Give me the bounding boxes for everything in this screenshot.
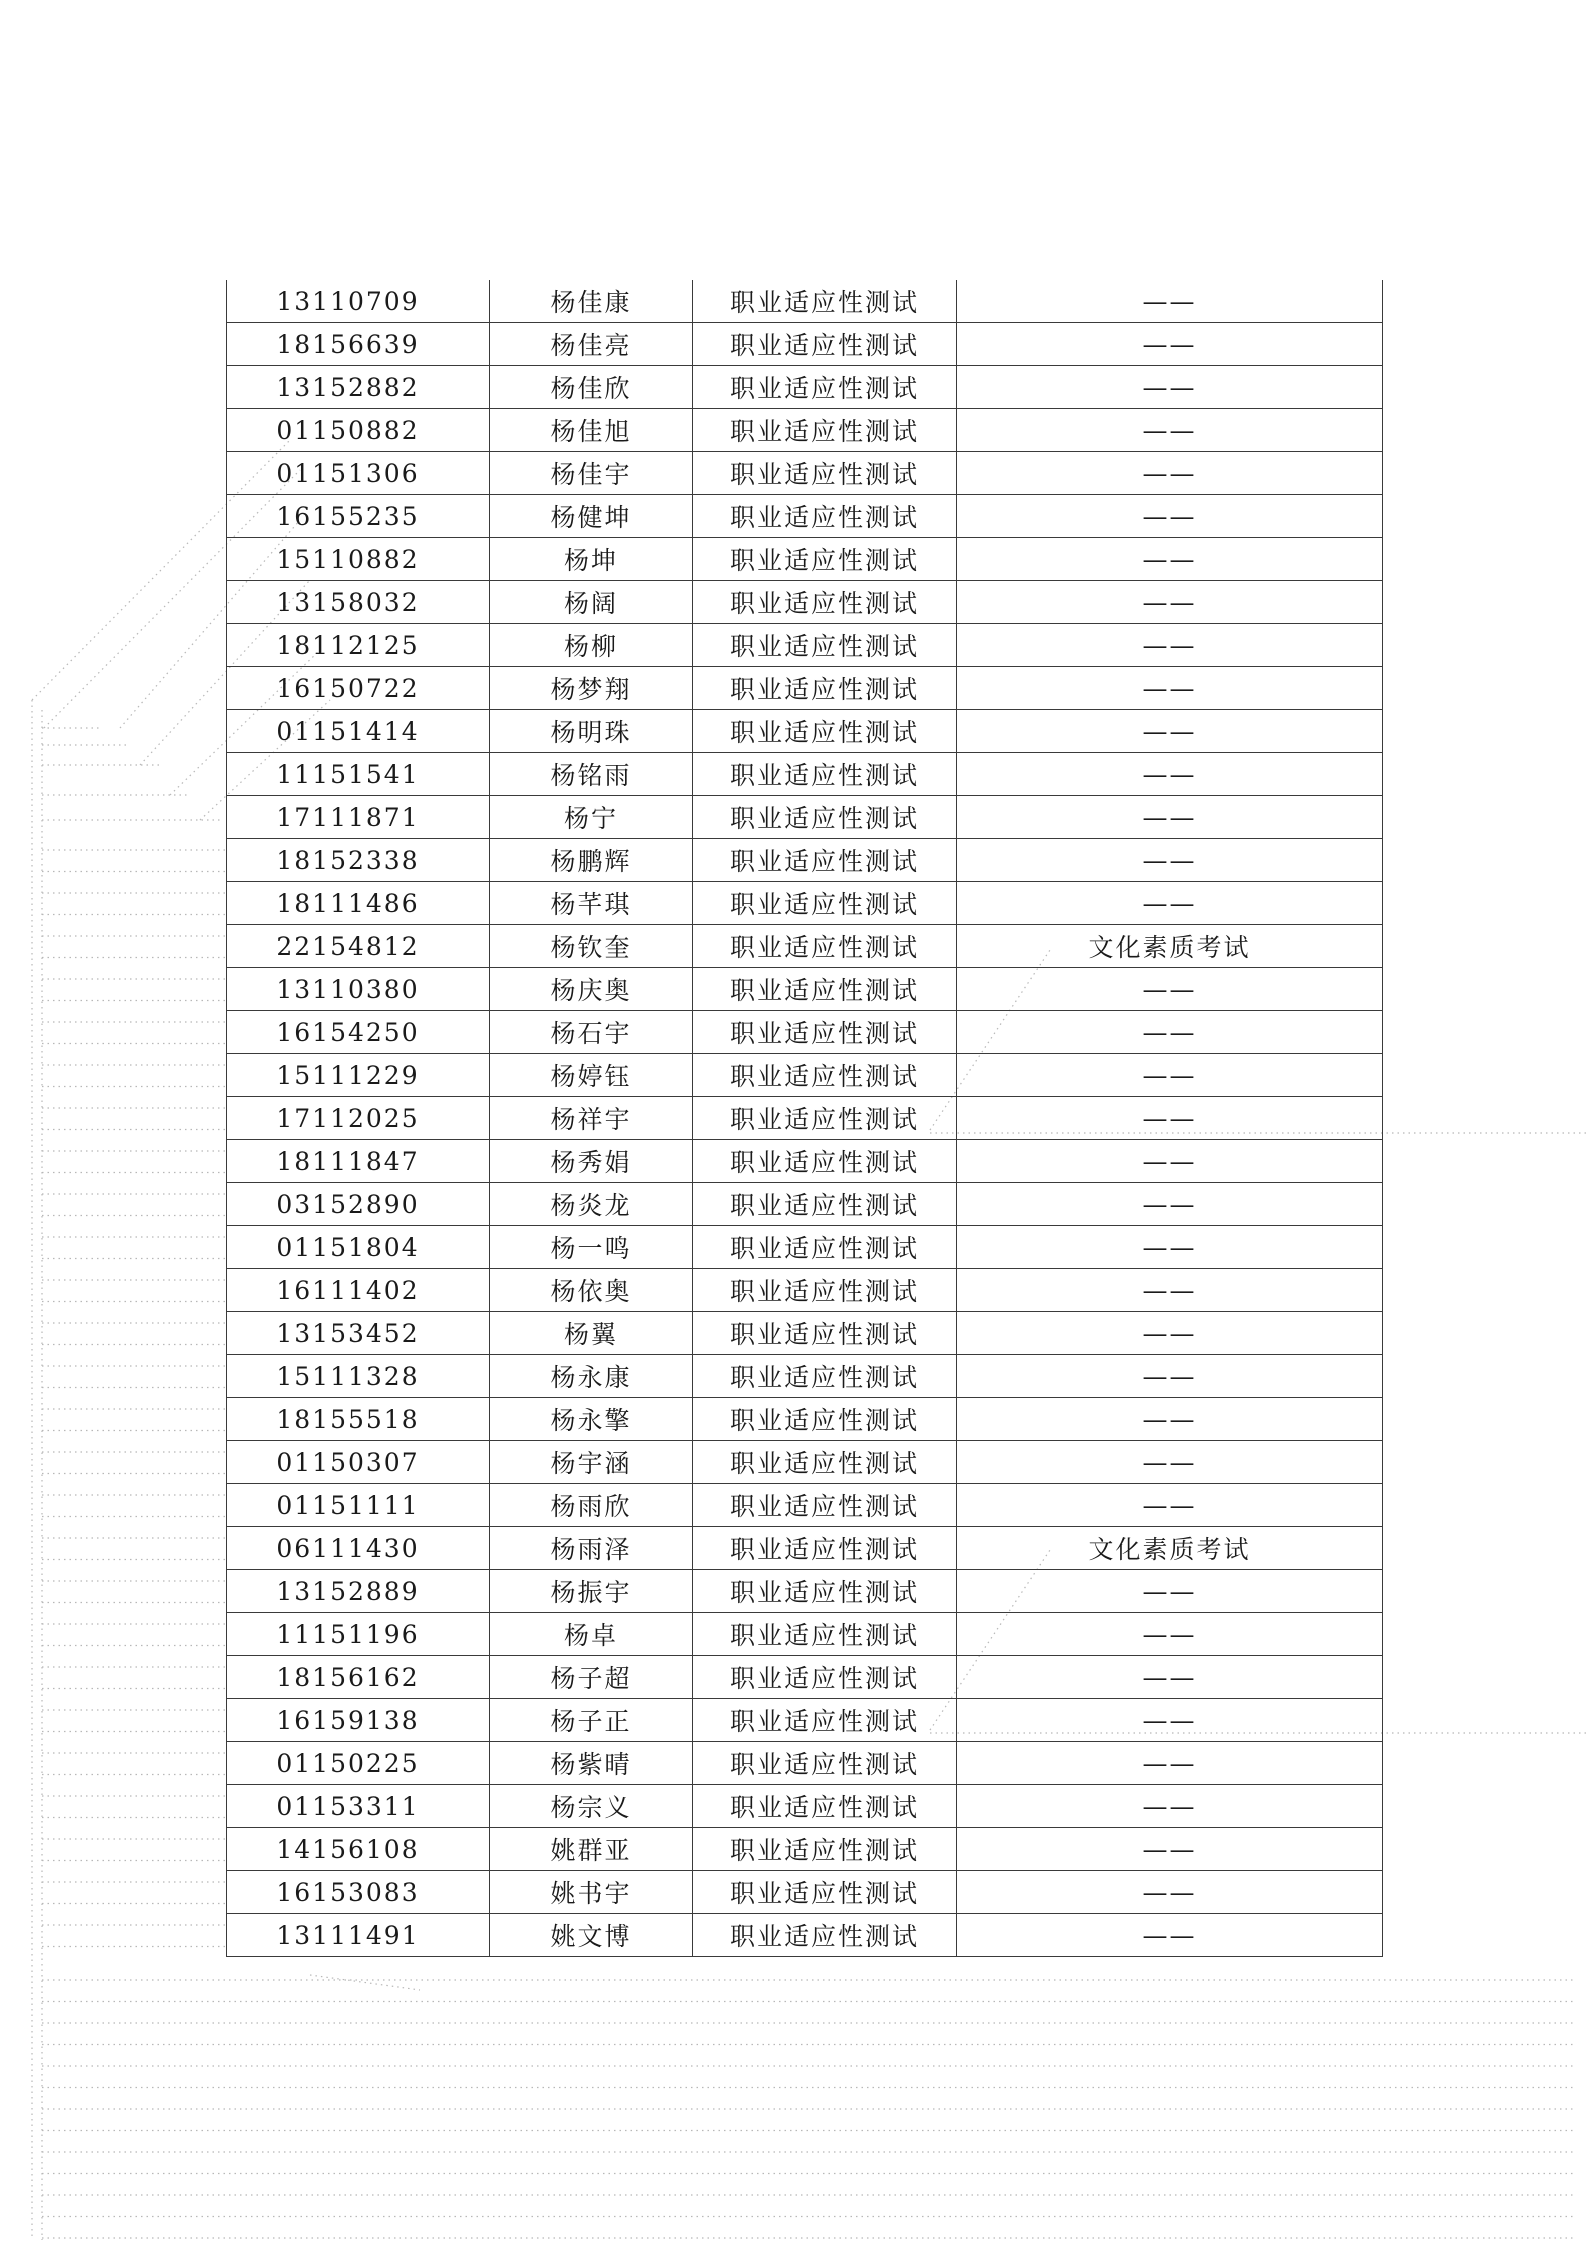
- test-type-cell: 职业适应性测试: [693, 1011, 957, 1054]
- test-type-cell: 职业适应性测试: [693, 495, 957, 538]
- candidate-name-cell: 杨明珠: [490, 710, 693, 753]
- candidate-id-cell: 18152338: [227, 839, 490, 882]
- candidate-id-cell: 14156108: [227, 1828, 490, 1871]
- additional-exam-cell: ——: [957, 839, 1383, 882]
- candidate-name-cell: 杨健坤: [490, 495, 693, 538]
- candidate-name-cell: 杨炎龙: [490, 1183, 693, 1226]
- test-type-cell: 职业适应性测试: [693, 581, 957, 624]
- additional-exam-cell: ——: [957, 538, 1383, 581]
- table-row: [227, 1054, 1383, 1097]
- candidate-name-cell: 杨宁: [490, 796, 693, 839]
- test-type-cell: 职业适应性测试: [693, 1312, 957, 1355]
- additional-exam-cell: ——: [957, 624, 1383, 667]
- additional-exam-cell: ——: [957, 1441, 1383, 1484]
- candidate-name-cell: 杨卓: [490, 1613, 693, 1656]
- additional-exam-cell: ——: [957, 1742, 1383, 1785]
- additional-exam-cell: ——: [957, 1828, 1383, 1871]
- candidate-name-cell: 杨翼: [490, 1312, 693, 1355]
- candidate-name-cell: 杨紫晴: [490, 1742, 693, 1785]
- candidate-name-cell: 杨石宇: [490, 1011, 693, 1054]
- table-row: [227, 1828, 1383, 1871]
- additional-exam-cell: ——: [957, 1785, 1383, 1828]
- candidate-id-cell: 01151804: [227, 1226, 490, 1269]
- candidate-id-cell: 17112025: [227, 1097, 490, 1140]
- test-type-cell: 职业适应性测试: [693, 1484, 957, 1527]
- candidate-id-cell: 16154250: [227, 1011, 490, 1054]
- test-type-cell: 职业适应性测试: [693, 1054, 957, 1097]
- test-type-cell: 职业适应性测试: [693, 882, 957, 925]
- table-row: [227, 925, 1383, 968]
- candidate-name-cell: 杨铭雨: [490, 753, 693, 796]
- candidate-name-cell: 杨永康: [490, 1355, 693, 1398]
- test-type-cell: 职业适应性测试: [693, 1871, 957, 1914]
- additional-exam-cell: ——: [957, 280, 1383, 323]
- candidate-name-cell: 杨宗义: [490, 1785, 693, 1828]
- candidate-id-cell: 01153311: [227, 1785, 490, 1828]
- test-type-cell: 职业适应性测试: [693, 1828, 957, 1871]
- test-type-cell: 职业适应性测试: [693, 1613, 957, 1656]
- candidate-id-cell: 01151414: [227, 710, 490, 753]
- additional-exam-cell: ——: [957, 1269, 1383, 1312]
- candidate-name-cell: 杨雨欣: [490, 1484, 693, 1527]
- test-type-cell: 职业适应性测试: [693, 1398, 957, 1441]
- additional-exam-cell: ——: [957, 1226, 1383, 1269]
- test-type-cell: 职业适应性测试: [693, 667, 957, 710]
- candidate-id-cell: 13153452: [227, 1312, 490, 1355]
- roster-table: [226, 280, 1383, 1957]
- test-type-cell: 职业适应性测试: [693, 968, 957, 1011]
- candidate-id-cell: 13152889: [227, 1570, 490, 1613]
- candidate-id-cell: 01151111: [227, 1484, 490, 1527]
- candidate-id-cell: 11151541: [227, 753, 490, 796]
- additional-exam-cell: ——: [957, 710, 1383, 753]
- additional-exam-cell: ——: [957, 1054, 1383, 1097]
- test-type-cell: 职业适应性测试: [693, 280, 957, 323]
- candidate-name-cell: 杨秀娟: [490, 1140, 693, 1183]
- additional-exam-cell: ——: [957, 1656, 1383, 1699]
- test-type-cell: 职业适应性测试: [693, 1226, 957, 1269]
- candidate-id-cell: 22154812: [227, 925, 490, 968]
- additional-exam-cell: ——: [957, 1914, 1383, 1957]
- additional-exam-cell: ——: [957, 1570, 1383, 1613]
- table-row: [227, 1742, 1383, 1785]
- candidate-id-cell: 13152882: [227, 366, 490, 409]
- table-row: [227, 1183, 1383, 1226]
- test-type-cell: 职业适应性测试: [693, 409, 957, 452]
- candidate-id-cell: 15111328: [227, 1355, 490, 1398]
- candidate-id-cell: 18155518: [227, 1398, 490, 1441]
- additional-exam-cell: ——: [957, 1398, 1383, 1441]
- candidate-id-cell: 15111229: [227, 1054, 490, 1097]
- roster-table-body: [227, 280, 1383, 1957]
- table-row: [227, 1871, 1383, 1914]
- table-row: [227, 1699, 1383, 1742]
- table-row: [227, 1441, 1383, 1484]
- table-row: [227, 882, 1383, 925]
- additional-exam-cell: ——: [957, 667, 1383, 710]
- table-row: [227, 796, 1383, 839]
- test-type-cell: 职业适应性测试: [693, 1441, 957, 1484]
- candidate-id-cell: 16111402: [227, 1269, 490, 1312]
- candidate-name-cell: 杨宇涵: [490, 1441, 693, 1484]
- table-row: [227, 1355, 1383, 1398]
- additional-exam-cell: ——: [957, 1613, 1383, 1656]
- table-row: [227, 1914, 1383, 1957]
- additional-exam-cell: ——: [957, 1183, 1383, 1226]
- candidate-id-cell: 01150225: [227, 1742, 490, 1785]
- candidate-name-cell: 杨芊琪: [490, 882, 693, 925]
- table-row: [227, 1656, 1383, 1699]
- table-row: [227, 452, 1383, 495]
- candidate-id-cell: 11151196: [227, 1613, 490, 1656]
- test-type-cell: 职业适应性测试: [693, 1269, 957, 1312]
- test-type-cell: 职业适应性测试: [693, 925, 957, 968]
- candidate-name-cell: 杨佳欣: [490, 366, 693, 409]
- test-type-cell: 职业适应性测试: [693, 1742, 957, 1785]
- table-row: [227, 1312, 1383, 1355]
- test-type-cell: 职业适应性测试: [693, 452, 957, 495]
- candidate-name-cell: 杨柳: [490, 624, 693, 667]
- table-row: [227, 581, 1383, 624]
- test-type-cell: 职业适应性测试: [693, 1699, 957, 1742]
- additional-exam-cell: ——: [957, 1011, 1383, 1054]
- candidate-id-cell: 16153083: [227, 1871, 490, 1914]
- test-type-cell: 职业适应性测试: [693, 796, 957, 839]
- candidate-id-cell: 13110709: [227, 280, 490, 323]
- additional-exam-cell: ——: [957, 581, 1383, 624]
- test-type-cell: 职业适应性测试: [693, 1570, 957, 1613]
- candidate-name-cell: 杨祥宇: [490, 1097, 693, 1140]
- candidate-name-cell: 杨坤: [490, 538, 693, 581]
- additional-exam-cell: ——: [957, 1355, 1383, 1398]
- additional-exam-cell: ——: [957, 1699, 1383, 1742]
- candidate-name-cell: 杨梦翔: [490, 667, 693, 710]
- test-type-cell: 职业适应性测试: [693, 624, 957, 667]
- candidate-id-cell: 16150722: [227, 667, 490, 710]
- additional-exam-cell: ——: [957, 1871, 1383, 1914]
- candidate-id-cell: 16155235: [227, 495, 490, 538]
- candidate-id-cell: 18111486: [227, 882, 490, 925]
- table-row: [227, 538, 1383, 581]
- test-type-cell: 职业适应性测试: [693, 366, 957, 409]
- table-row: [227, 1140, 1383, 1183]
- table-row: [227, 1398, 1383, 1441]
- candidate-id-cell: 13158032: [227, 581, 490, 624]
- test-type-cell: 职业适应性测试: [693, 1183, 957, 1226]
- test-type-cell: 职业适应性测试: [693, 1355, 957, 1398]
- table-row: [227, 1226, 1383, 1269]
- additional-exam-cell: ——: [957, 1140, 1383, 1183]
- candidate-name-cell: 杨依奥: [490, 1269, 693, 1312]
- test-type-cell: 职业适应性测试: [693, 538, 957, 581]
- candidate-id-cell: 01150307: [227, 1441, 490, 1484]
- candidate-name-cell: 杨子超: [490, 1656, 693, 1699]
- candidate-id-cell: 13110380: [227, 968, 490, 1011]
- candidate-name-cell: 姚文博: [490, 1914, 693, 1957]
- candidate-name-cell: 杨婷钰: [490, 1054, 693, 1097]
- test-type-cell: 职业适应性测试: [693, 1656, 957, 1699]
- additional-exam-cell: 文化素质考试: [957, 1527, 1383, 1570]
- additional-exam-cell: 文化素质考试: [957, 925, 1383, 968]
- table-row: [227, 1484, 1383, 1527]
- candidate-name-cell: 杨振宇: [490, 1570, 693, 1613]
- candidate-name-cell: 杨阔: [490, 581, 693, 624]
- additional-exam-cell: ——: [957, 1484, 1383, 1527]
- additional-exam-cell: ——: [957, 409, 1383, 452]
- candidate-id-cell: 15110882: [227, 538, 490, 581]
- test-type-cell: 职业适应性测试: [693, 710, 957, 753]
- table-row: [227, 1785, 1383, 1828]
- candidate-name-cell: 杨庆奥: [490, 968, 693, 1011]
- candidate-name-cell: 杨佳亮: [490, 323, 693, 366]
- test-type-cell: 职业适应性测试: [693, 1097, 957, 1140]
- additional-exam-cell: ——: [957, 1312, 1383, 1355]
- candidate-id-cell: 18156639: [227, 323, 490, 366]
- table-row: [227, 753, 1383, 796]
- candidate-name-cell: 杨佳宇: [490, 452, 693, 495]
- table-row: [227, 968, 1383, 1011]
- test-type-cell: 职业适应性测试: [693, 1785, 957, 1828]
- table-row: [227, 710, 1383, 753]
- table-row: [227, 1097, 1383, 1140]
- candidate-name-cell: 杨佳康: [490, 280, 693, 323]
- table-row: [227, 624, 1383, 667]
- test-type-cell: 职业适应性测试: [693, 1140, 957, 1183]
- candidate-id-cell: 13111491: [227, 1914, 490, 1957]
- table-row: [227, 667, 1383, 710]
- candidate-name-cell: 杨永擎: [490, 1398, 693, 1441]
- table-row: [227, 366, 1383, 409]
- test-type-cell: 职业适应性测试: [693, 1527, 957, 1570]
- test-type-cell: 职业适应性测试: [693, 753, 957, 796]
- candidate-id-cell: 18111847: [227, 1140, 490, 1183]
- table-row: [227, 409, 1383, 452]
- candidate-name-cell: 杨钦奎: [490, 925, 693, 968]
- candidate-id-cell: 16159138: [227, 1699, 490, 1742]
- candidate-name-cell: 姚群亚: [490, 1828, 693, 1871]
- table-row: [227, 1570, 1383, 1613]
- table-row: [227, 280, 1383, 323]
- table-row: [227, 1011, 1383, 1054]
- additional-exam-cell: ——: [957, 452, 1383, 495]
- additional-exam-cell: ——: [957, 968, 1383, 1011]
- candidate-name-cell: 杨雨泽: [490, 1527, 693, 1570]
- table-row: [227, 1613, 1383, 1656]
- additional-exam-cell: ——: [957, 1097, 1383, 1140]
- table-row: [227, 1269, 1383, 1312]
- candidate-id-cell: 03152890: [227, 1183, 490, 1226]
- candidate-name-cell: 姚书宇: [490, 1871, 693, 1914]
- additional-exam-cell: ——: [957, 323, 1383, 366]
- candidate-id-cell: 01150882: [227, 409, 490, 452]
- table-row: [227, 1527, 1383, 1570]
- additional-exam-cell: ——: [957, 495, 1383, 538]
- test-type-cell: 职业适应性测试: [693, 839, 957, 882]
- candidate-id-cell: 18112125: [227, 624, 490, 667]
- candidate-name-cell: 杨子正: [490, 1699, 693, 1742]
- test-type-cell: 职业适应性测试: [693, 323, 957, 366]
- candidate-name-cell: 杨一鸣: [490, 1226, 693, 1269]
- candidate-id-cell: 06111430: [227, 1527, 490, 1570]
- table-row: [227, 323, 1383, 366]
- candidate-id-cell: 01151306: [227, 452, 490, 495]
- candidate-name-cell: 杨鹏辉: [490, 839, 693, 882]
- candidate-id-cell: 17111871: [227, 796, 490, 839]
- table-row: [227, 839, 1383, 882]
- additional-exam-cell: ——: [957, 753, 1383, 796]
- additional-exam-cell: ——: [957, 796, 1383, 839]
- test-type-cell: 职业适应性测试: [693, 1914, 957, 1957]
- candidate-id-cell: 18156162: [227, 1656, 490, 1699]
- additional-exam-cell: ——: [957, 882, 1383, 925]
- additional-exam-cell: ——: [957, 366, 1383, 409]
- table-row: [227, 495, 1383, 538]
- candidate-name-cell: 杨佳旭: [490, 409, 693, 452]
